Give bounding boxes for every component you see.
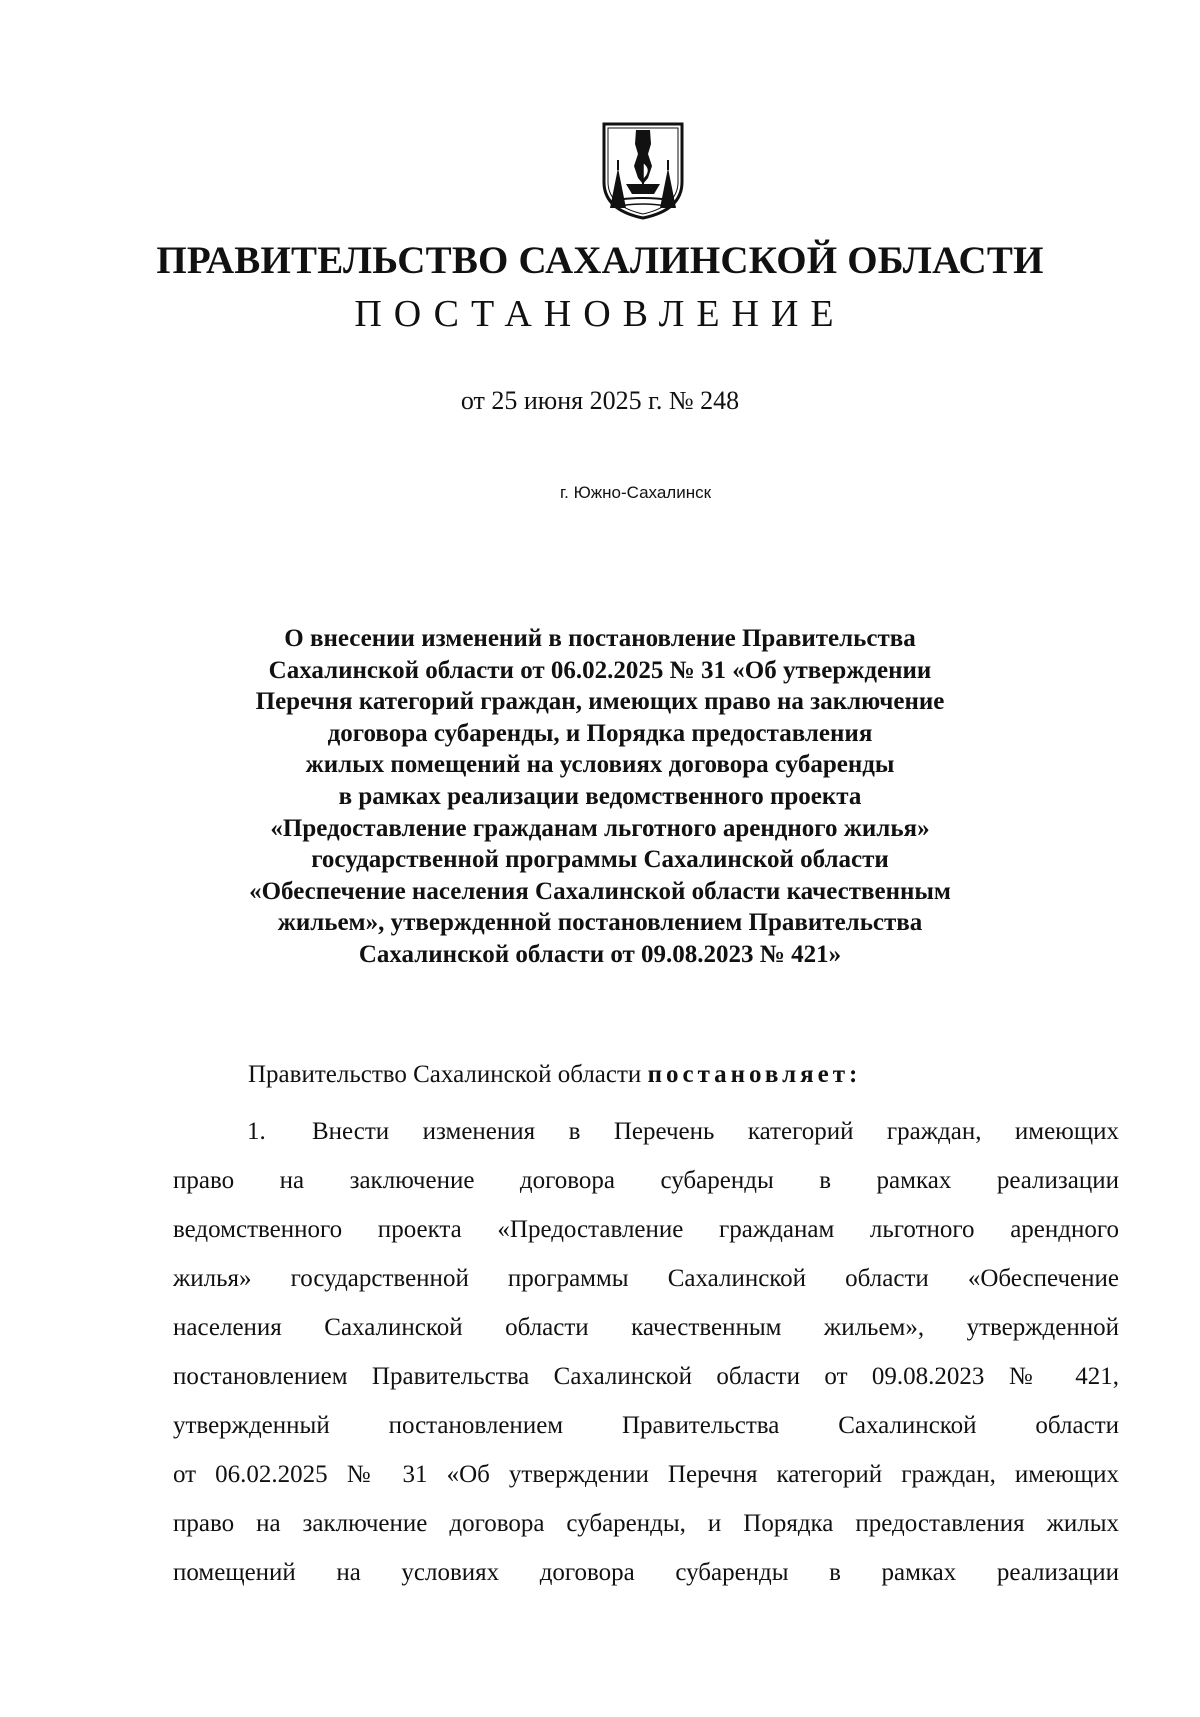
body-text	[173, 1107, 1119, 1597]
subject-line: «Обеспечение населения Сахалинской области качественным	[249, 877, 951, 905]
document-type: ПОСТАНОВЛЕНИЕ	[354, 293, 846, 335]
body-line: населения Сахалинской области качественным жильем», утвержденной	[173, 1314, 1119, 1341]
body-line: ведомственного проекта «Предоставление гражданам льготного арендного	[173, 1216, 1119, 1243]
body-line: право на заключение договора субаренды в рамках реализации	[173, 1167, 1119, 1194]
subject-line: в рамках реализации ведомственного проекта	[338, 782, 862, 810]
subject-line: договора субаренды, и Порядка предоставления	[327, 719, 873, 747]
body-paragraph-first-line	[173, 1107, 1119, 1156]
preamble	[248, 1060, 1048, 1090]
document-subject	[150, 623, 1050, 971]
subject-line: О внесении изменений в постановление Правительства	[284, 625, 916, 652]
subject-line: государственной программы Сахалинской области	[311, 846, 889, 874]
subject-line: «Предоставление гражданам льготного арендного жилья»	[270, 814, 930, 842]
preamble-emphasis: постановляет:	[647, 1061, 862, 1088]
body-line: постановлением Правительства Сахалинской области от 09.08.2023 № 421,	[173, 1363, 1119, 1390]
coat-of-arms-icon	[596, 120, 690, 220]
subject-line: жильем», утвержденной постановлением Правительства	[277, 909, 923, 937]
subject-line: Сахалинской области от 06.02.2025 № 31 «Об утверждении	[268, 656, 932, 684]
document-city: г. Южно-Сахалинск	[560, 483, 712, 502]
body-line: утвержденный постановлением Правительства Сахалинской области	[173, 1412, 1119, 1439]
organization-title: ПРАВИТЕЛЬСТВО САХАЛИНСКОЙ ОБЛАСТИ	[156, 239, 1044, 282]
body-line: от 06.02.2025 № 31 «Об утверждении Перечня категорий граждан, имеющих	[173, 1461, 1119, 1488]
body-line: помещений на условиях договора субаренды в рамках реализации	[173, 1559, 1119, 1586]
subject-line: Сахалинской области от 09.08.2023 № 421»	[358, 940, 842, 968]
body-line: право на заключение договора субаренды, и Порядка предоставления жилых	[173, 1510, 1119, 1537]
body-line: Внести изменения в Перечень категорий граждан, имеющих	[312, 1118, 1119, 1145]
subject-line: Перечня категорий граждан, имеющих право на заключение	[255, 688, 945, 716]
item-number: 1.	[247, 1118, 266, 1145]
preamble-text: Правительство Сахалинской области	[248, 1061, 648, 1088]
subject-line: жилых помещений на условиях договора субаренды	[305, 751, 895, 779]
document-date-number: от 25 июня 2025 г. № 248	[460, 386, 740, 415]
body-line: жилья» государственной программы Сахалинской области «Обеспечение	[173, 1265, 1119, 1292]
